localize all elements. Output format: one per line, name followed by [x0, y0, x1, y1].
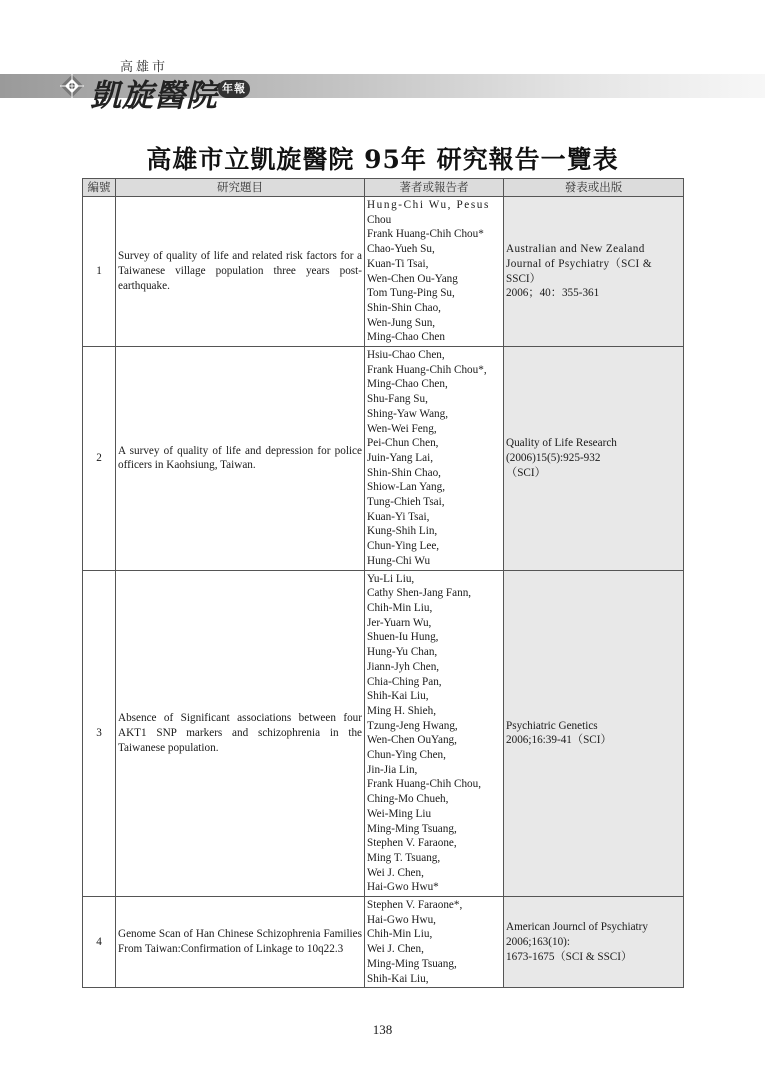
author-name: Tom Tung-Ping Su, — [367, 287, 455, 300]
column-header-publication: 發表或出版 — [504, 179, 684, 197]
publication-line: （SCI） — [506, 466, 546, 479]
author-name: Jin-Jia Lin, — [367, 763, 418, 776]
author-name: Chun-Ying Chen, — [367, 749, 446, 762]
publication-info — [504, 897, 684, 988]
author-list — [365, 197, 504, 347]
research-title: Absence of Significant associations between four AKT1 SNP markers and schizophrenia in the Taiwanese population. — [116, 570, 365, 896]
author-list — [365, 570, 504, 896]
publication-line: 2006；40：355-361 — [506, 287, 600, 300]
author-name: Shih-Kai Liu, — [367, 690, 429, 703]
author-list — [365, 897, 504, 988]
author-name: Kuan-Yi Tsai, — [367, 510, 430, 523]
publication-line: Australian and New Zealand — [506, 243, 645, 256]
author-name: Kung-Shih Lin, — [367, 525, 438, 538]
author-name: Shih-Kai Liu, — [367, 972, 429, 985]
author-name: Wei J. Chen, — [367, 866, 424, 879]
author-name: Shin-Shin Chao, — [367, 466, 441, 479]
author-name: Ming-Ming Tsuang, — [367, 822, 457, 835]
publication-line: 2006;163(10): — [506, 935, 571, 948]
author-name: Tzung-Jeng Hwang, — [367, 719, 458, 732]
hospital-city: 高雄市 — [120, 60, 169, 75]
publication-line: 1673-1675（SCI & SSCI） — [506, 950, 633, 963]
author-name: Cathy Shen-Jang Fann, — [367, 587, 472, 600]
table-header-row — [83, 179, 684, 197]
author-name: Shin-Shin Chao, — [367, 301, 441, 314]
author-name: Chia-Ching Pan, — [367, 675, 442, 688]
author-name: Chih-Min Liu, — [367, 601, 433, 614]
column-header-title: 研究題目 — [116, 179, 365, 197]
author-name: Ming T. Tsuang, — [367, 851, 441, 864]
author-name: Jer-Yuarn Wu, — [367, 616, 432, 629]
hospital-logo — [58, 50, 278, 114]
author-name: Ming-Chao Chen — [367, 331, 445, 344]
publication-info — [504, 347, 684, 571]
research-title: Genome Scan of Han Chinese Schizophrenia Families From Taiwan:Confirmation of Linkage to 10q22.3 — [116, 897, 365, 988]
column-header-authors: 著者或報告者 — [365, 179, 504, 197]
author-name: Hai-Gwo Hwu* — [367, 881, 439, 894]
publication-line: 2006;16:39-41（SCI） — [506, 734, 612, 747]
author-name: Chun-Ying Lee, — [367, 540, 440, 553]
author-name: Ching-Mo Chueh, — [367, 793, 449, 806]
publication-line: Journal of Psychiatry（SCI & — [506, 257, 652, 270]
author-name: Shiow-Lan Yang, — [367, 481, 446, 494]
hospital-name: 凱旋醫院 — [90, 78, 218, 114]
publication-line: American Journcl of Psychiatry — [506, 921, 648, 934]
author-name: Stephen V. Faraone*, — [367, 899, 463, 912]
publication-info — [504, 570, 684, 896]
research-title: A survey of quality of life and depression for police officers in Kaohsiung, Taiwan. — [116, 347, 365, 571]
table-row — [83, 347, 684, 571]
author-name: Hung-Yu Chan, — [367, 646, 438, 659]
author-name: Hsiu-Chao Chen, — [367, 349, 445, 362]
author-name: Shuen-Iu Hung, — [367, 631, 439, 644]
author-name: Wei-Ming Liu — [367, 807, 432, 820]
author-name: Wen-Jung Sun, — [367, 316, 436, 329]
annual-report-badge: 年報 — [218, 80, 250, 98]
table-row — [83, 197, 684, 347]
research-report-table — [82, 178, 684, 988]
publication-line: Quality of Life Research — [506, 437, 617, 450]
author-name: Frank Huang-Chih Chou*, — [367, 363, 487, 376]
page-title: 高雄市立凱旋醫院 95年 研究報告一覽表 — [146, 145, 619, 174]
row-number: 3 — [83, 570, 116, 896]
table-row — [83, 897, 684, 988]
research-title: Survey of quality of life and related risk factors for a Taiwanese village population three years post-earthquake. — [116, 197, 365, 347]
author-name: Yu-Li Liu, — [367, 572, 415, 585]
row-number: 4 — [83, 897, 116, 988]
author-name: Wei J. Chen, — [367, 943, 424, 956]
publication-line: SSCI） — [506, 272, 541, 285]
author-name: Shu-Fang Su, — [367, 393, 428, 406]
row-number: 2 — [83, 347, 116, 571]
author-name: Ming H. Shieh, — [367, 704, 436, 717]
column-header-number: 編號 — [83, 179, 116, 197]
author-name: Hung-Chi Wu — [367, 554, 431, 567]
publication-line: (2006)15(5):925-932 — [506, 451, 601, 464]
publication-info — [504, 197, 684, 347]
hospital-emblem-icon — [58, 72, 86, 100]
author-name: Chao-Yueh Su, — [367, 243, 435, 256]
author-name: Tung-Chieh Tsai, — [367, 496, 445, 509]
author-name: Pei-Chun Chen, — [367, 437, 439, 450]
table-body — [83, 197, 684, 988]
author-name: Jiann-Jyh Chen, — [367, 660, 440, 673]
author-list — [365, 347, 504, 571]
author-name: Frank Huang-Chih Chou* — [367, 228, 484, 241]
author-name: Ming-Ming Tsuang, — [367, 957, 457, 970]
author-name: Hai-Gwo Hwu, — [367, 913, 436, 926]
author-name: Wen-Wei Feng, — [367, 422, 437, 435]
author-name: Kuan-Ti Tsai, — [367, 257, 429, 270]
author-name: Frank Huang-Chih Chou, — [367, 778, 482, 791]
author-name: Ming-Chao Chen, — [367, 378, 448, 391]
author-name: Chou — [367, 213, 392, 226]
publication-line: Psychiatric Genetics — [506, 719, 598, 732]
author-name: Stephen V. Faraone, — [367, 837, 457, 850]
page-number: 138 — [372, 1022, 393, 1037]
author-name: Wen-Chen Ou-Yang — [367, 272, 458, 285]
author-name: Wen-Chen OuYang, — [367, 734, 457, 747]
author-name: Chih-Min Liu, — [367, 928, 433, 941]
author-name: Shing-Yaw Wang, — [367, 407, 449, 420]
table-row — [83, 570, 684, 896]
author-name: Hung-Chi Wu, Pesus — [367, 199, 490, 211]
author-name: Juin-Yang Lai, — [367, 451, 433, 464]
row-number: 1 — [83, 197, 116, 347]
